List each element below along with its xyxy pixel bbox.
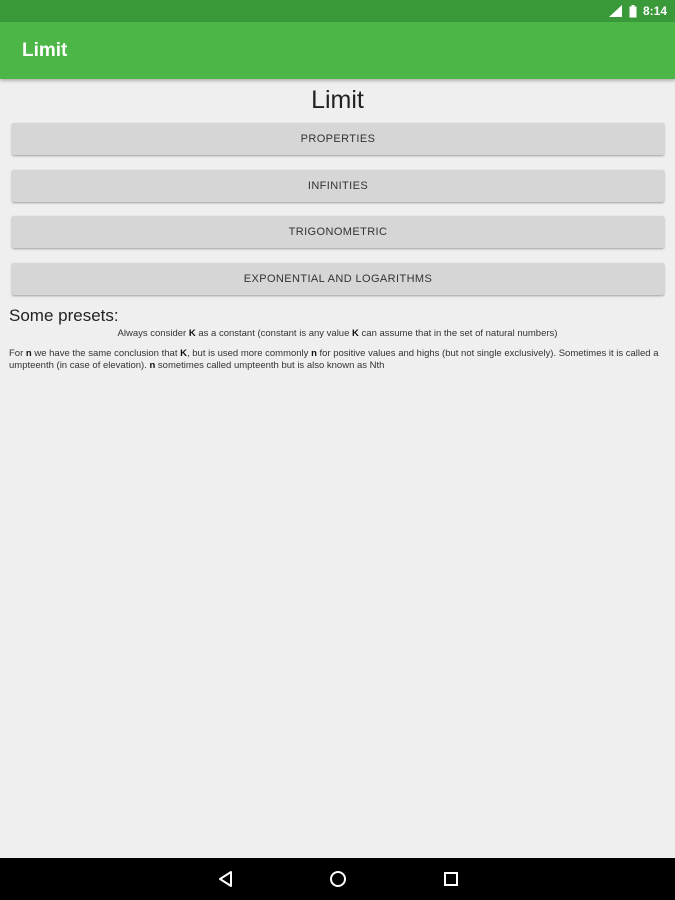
para-n: n [25, 348, 32, 359]
para-k: K [180, 348, 187, 359]
navigation-bar [0, 858, 675, 900]
para-n: n [311, 348, 317, 359]
page-title: Limit [311, 86, 364, 114]
content [0, 79, 675, 116]
presets-constant-note [0, 328, 675, 339]
para-text: , but is used more commonly [186, 348, 312, 359]
app-bar-title: Limit [22, 39, 68, 61]
presets-heading: Some presets: [9, 306, 119, 325]
home-icon[interactable] [327, 868, 349, 890]
infinities-button[interactable]: INFINITIES [12, 170, 664, 202]
note-text: Always consider [117, 328, 189, 339]
exponential-logarithms-button[interactable]: EXPONENTIAL AND LOGARITHMS [12, 263, 664, 295]
properties-button[interactable]: PROPERTIES [12, 123, 664, 155]
trigonometric-button[interactable]: TRIGONOMETRIC [12, 216, 664, 248]
para-text: For [9, 348, 26, 359]
recents-icon[interactable] [440, 868, 462, 890]
note-text: as a constant (constant is any value [195, 328, 353, 339]
note-k: K [352, 328, 359, 339]
signal-icon [609, 5, 623, 17]
presets-n-paragraph [9, 348, 669, 372]
app-bar [0, 22, 675, 79]
para-text: we have the same conclusion that [31, 348, 181, 359]
para-n: n [149, 360, 156, 371]
note-text: can assume that in the set of natural numbers) [358, 328, 558, 339]
battery-icon [629, 5, 637, 18]
note-k: K [188, 328, 196, 339]
status-bar [0, 0, 675, 22]
para-text: for positive values and highs (but not single exclusively). Sometimes it is called a umpteenth (in case of elevation). [9, 348, 659, 371]
back-icon[interactable] [214, 868, 236, 890]
para-text: sometimes called umpteenth but is also known as Nth [155, 360, 385, 371]
clock: 8:14 [642, 4, 667, 18]
